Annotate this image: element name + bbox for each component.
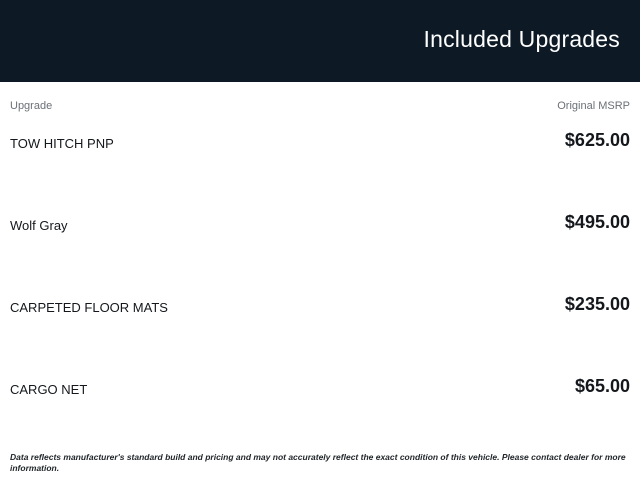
column-header-upgrade: Upgrade (10, 100, 53, 112)
table-row (10, 204, 630, 286)
column-header-msrp: Original MSRP (557, 100, 630, 112)
upgrades-list (10, 122, 630, 450)
table-header-row (10, 82, 630, 112)
upgrade-price: $625.00 (564, 130, 630, 150)
table-row (10, 286, 630, 368)
page-title: Included Upgrades (423, 25, 620, 52)
upgrade-price: $495.00 (564, 212, 630, 232)
upgrade-price: $235.00 (564, 294, 630, 314)
table-row (10, 368, 630, 450)
upgrade-name: Wolf Gray (10, 218, 68, 233)
upgrade-name: CARGO NET (10, 382, 88, 397)
table-row (10, 122, 630, 204)
upgrade-name: CARPETED FLOOR MATS (10, 300, 168, 315)
page-header (0, 0, 640, 82)
upgrade-name: TOW HITCH PNP (10, 136, 114, 151)
page-content (0, 82, 640, 474)
upgrade-price: $65.00 (574, 376, 630, 396)
disclaimer-text: Data reflects manufacturer's standard build and pricing and may not accurately reflect the exact condition of this vehicle. Please contact dealer for more information. (10, 452, 626, 474)
